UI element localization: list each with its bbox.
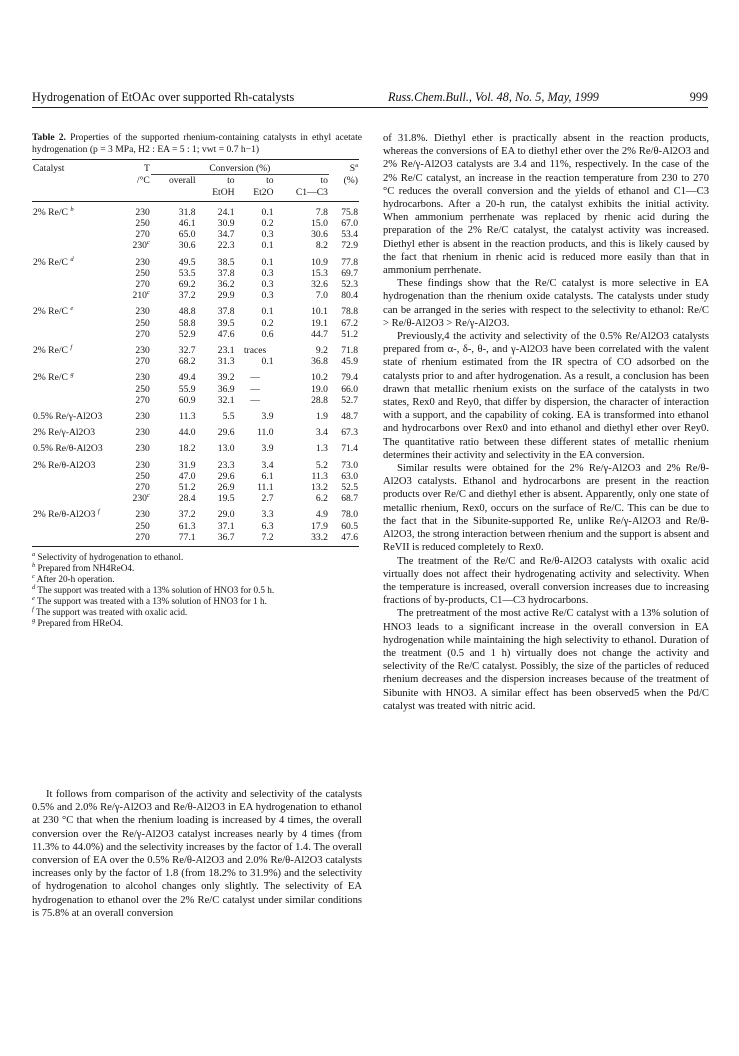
- table-cell: 11.1: [257, 482, 274, 494]
- catalyst-cell: [32, 532, 120, 547]
- catalyst-cell: 2% Re/γ-Al2O3: [33, 427, 96, 439]
- table-cell: 61.3: [178, 520, 196, 532]
- table-cell: 230: [135, 345, 150, 357]
- table-cell: 0.1: [261, 206, 274, 218]
- left-column: [32, 132, 362, 629]
- table-row: [32, 240, 359, 251]
- table-cell: 36.8: [311, 356, 328, 368]
- table-cell: 58.8: [178, 317, 196, 329]
- col-etoh: EtOH: [197, 187, 236, 202]
- table-cell: 19.1: [311, 317, 328, 329]
- table-cell: 230: [135, 443, 150, 455]
- table-cell: 6.1: [261, 470, 274, 482]
- catalyst-cell: [32, 493, 120, 504]
- table-cell: 1.3: [315, 443, 328, 455]
- table-cell: 3.4: [315, 427, 328, 439]
- table-cell: 270: [135, 482, 150, 494]
- table-cell: 30.9: [217, 218, 235, 229]
- table-cell: 0.6: [261, 328, 274, 340]
- running-title: Hydrogenation of EtOAc over supported Rh-catalysts: [32, 90, 295, 104]
- table-cell: 28.4: [178, 493, 196, 505]
- table-cell: 67.2: [341, 317, 358, 329]
- table-cell: 77.1: [151, 532, 197, 547]
- table-cell: 46.1: [178, 218, 196, 229]
- table-cell: 44.7: [311, 328, 328, 340]
- footnote: $^f$ The support was treated with oxalic acid.: [32, 606, 188, 618]
- catalyst-cell: [32, 318, 120, 329]
- table-cell: 230: [135, 509, 150, 521]
- table-cell: 37.8: [217, 306, 235, 318]
- table-cell: 230: [135, 459, 150, 471]
- table-cell: 66.0: [341, 383, 358, 395]
- table-row: [32, 422, 359, 438]
- table-row: [32, 201, 359, 218]
- table-cell: 32.7: [178, 345, 196, 357]
- paragraph: It follows from comparison of the activity and selectivity of the catalysts 0.5% and 2.0% Re/γ-Al2O3 and Re/θ-Al2O3 in EA hydrogenation to ethanol at 230 °C that when the rhenium loading is increased by 4 times, the overall conversion over the Re/γ-Al2O3 catalyst increases nearly by 4 times (from 11.3% to 44.0%) and the selectivity increases by the factor of 1.4. The overall conversion of EA over the 0.5% Re/θ-Al2O3 and 2.0% Re/θ-Al2O3 catalysts increases only by the factor of 1.8 (from 18.2% to 31.9%) and the selectivity of hydrogenation to alcohol changes only slightly. The selectivity of EA hydrogenation to ethanol over the 2% Re/C catalyst under similar conditions is 75.8% at an overall conversion: [32, 789, 362, 919]
- left-column-text: [32, 788, 362, 920]
- table-cell: 10.2: [311, 372, 328, 384]
- table-cell: 230: [135, 411, 150, 423]
- catalyst-cell: [32, 521, 120, 532]
- table-row: [32, 395, 359, 406]
- col-s: $S^a$: [329, 160, 359, 175]
- paragraph: The treatment of the Re/C and Re/θ-Al2O3 catalysts with oxalic acid virtually does not affect their hydrogenating activity and selectivity. When the temperature is increased, overall conversion increases due to increasing fractions of by-products, C1—C3 hydrocarbons.: [383, 555, 709, 607]
- table-cell: traces: [243, 345, 267, 357]
- table-cell: 2.7: [261, 493, 274, 505]
- col-catalyst: Catalyst: [32, 160, 120, 175]
- table-cell: 250: [135, 470, 150, 482]
- catalyst-cell: 2% Re/C $^f$: [33, 343, 73, 357]
- table-row: [32, 229, 359, 240]
- table-cell: 250: [135, 267, 150, 279]
- table-row: [32, 532, 359, 547]
- table-row: [32, 504, 359, 520]
- table-cell: 18.2: [178, 443, 196, 455]
- table-row: [32, 340, 359, 356]
- table-cell: 32.1: [217, 394, 235, 406]
- table-cell: 230$^c$: [132, 492, 150, 505]
- table-cell: 37.8: [217, 267, 235, 279]
- catalyst-cell: [32, 329, 120, 340]
- table-cell: 19.0: [311, 383, 328, 395]
- table-cell: 11.3: [311, 470, 328, 482]
- table-cell: 5.2: [315, 459, 328, 471]
- table-cell: 48.8: [178, 306, 196, 318]
- table-cell: 71.4: [341, 443, 358, 455]
- table-cell: 3.9: [261, 411, 274, 423]
- table-cell: 51.2: [341, 328, 358, 340]
- table-cell: 13.2: [311, 482, 328, 494]
- table-cell: 230$^c$: [132, 239, 150, 252]
- col-et2o: Et2O: [236, 187, 275, 202]
- table-cell: 38.5: [217, 256, 235, 268]
- table-cell: 55.9: [178, 383, 196, 395]
- catalyst-cell: [32, 240, 120, 251]
- col-to-1: to: [227, 175, 235, 187]
- table-cell: 80.4: [341, 290, 358, 302]
- table-cell: 230: [135, 427, 150, 439]
- table-cell: 7.8: [315, 206, 328, 218]
- table-cell: 270: [135, 394, 150, 406]
- catalyst-cell: [32, 471, 120, 482]
- table-cell: 37.2: [178, 290, 196, 302]
- table-cell: 47.0: [178, 470, 196, 482]
- table-cell: 67.3: [341, 427, 358, 439]
- footnote: $^d$ The support was treated with a 13% solution of HNO3 for 0.5 h.: [32, 584, 275, 596]
- table-cell: 36.7: [197, 532, 236, 547]
- table-cell: 47.6: [217, 328, 235, 340]
- table-cell: 33.2: [275, 532, 329, 547]
- table-row: [32, 493, 359, 504]
- table-row: [32, 218, 359, 229]
- catalyst-cell: 2% Re/C $^d$: [33, 255, 74, 268]
- table-caption-text: Properties of the supported rhenium-containing catalysts in ethyl acetate hydrogenation (p = 3 MPa, H2 : EA = 5 : 1; vwt = 0.7 h−1): [32, 132, 362, 155]
- table-cell: 15.3: [311, 267, 328, 279]
- table-cell: 52.3: [341, 279, 358, 291]
- table-cell: —: [250, 372, 260, 384]
- table-cell: 0.3: [261, 267, 274, 279]
- table-caption: [32, 132, 362, 155]
- table-cell: 0.1: [261, 306, 274, 318]
- table-cell: 37.2: [178, 509, 196, 521]
- table-cell: 78.8: [341, 306, 358, 318]
- table-cell: 79.4: [341, 372, 358, 384]
- catalyst-cell: [32, 482, 120, 493]
- table-row: [32, 406, 359, 422]
- col-t-unit: /°C: [136, 174, 150, 186]
- col-c1c3: C1—C3: [275, 187, 329, 202]
- table-cell: 36.2: [217, 279, 235, 291]
- table-cell: 29.6: [217, 470, 235, 482]
- table-cell: 250: [135, 520, 150, 532]
- table-row: [32, 482, 359, 493]
- table-cell: 270: [135, 279, 150, 291]
- paragraph: These findings show that the Re/C catalyst is more selective in EA hydrogenation than the rhenium oxide catalysts. The catalysts under study can be arranged in the series with respect to the selectivity to ethanol: Re/C > Re/θ-Al2O3 > Re/γ-Al2O3.: [383, 278, 709, 329]
- table-row: [32, 384, 359, 395]
- paragraph: Previously,4 the activity and selectivity of the 0.5% Re/Al2O3 catalysts prepared from α-, δ-, θ-, and γ-Al2O3 have been correlated with the valent state of rhenium estimated from the IR spectra of CO adsorbed on the catalysts prior to and after hydrogenation. As a result, a conclusion has been drawn that metallic rhenium exists on the surface of the catalysts in two states, Rex0 and Rey0, that differ by dispersion, the character of interaction with a support, and the capability of coking. EA is transformed into ethanol and hydrocarbons over Rex0 and into ethanol and diethyl ether over Rey0. The quantitative ratio between these different states of metallic rhenium determines their activity and selectivity in the EA conversion.: [383, 331, 709, 461]
- table-cell: 65.0: [178, 229, 196, 241]
- catalyst-cell: [32, 279, 120, 290]
- table-cell: 23.3: [217, 459, 235, 471]
- table-cell: 17.9: [311, 520, 328, 532]
- table-cell: 37.1: [217, 520, 235, 532]
- table-cell: 3.4: [261, 459, 274, 471]
- table-cell: 24.1: [217, 206, 235, 218]
- table-cell: 3.9: [261, 443, 274, 455]
- table-cell: 30.6: [311, 229, 328, 241]
- table-cell: 78.0: [341, 509, 358, 521]
- paragraph: Similar results were obtained for the 2% Re/γ-Al2O3 and 2% Re/θ-Al2O3 catalysts. Ethanol and hydrocarbons are present in the reaction products over Re/C and diethyl ether is absent. Apparently, only one state of metallic rhenium, Rex0, occurs on the surface of Re/C. This can be due to the fact that in the Sibunite-supported Re, unlike Re/γ-Al2O3 and Re/θ-Al2O3, the strong interaction between rhenium and the support is absent and ReVII is reduced completely to Rex0.: [383, 463, 709, 554]
- footnote: $^a$ Selectivity of hydrogenation to ethanol.: [32, 551, 184, 563]
- catalyst-cell: [32, 384, 120, 395]
- table-cell: 29.6: [217, 427, 235, 439]
- table-cell: 30.6: [178, 240, 196, 252]
- table-cell: 0.1: [261, 356, 274, 368]
- table-row: [32, 521, 359, 532]
- catalyst-cell: 2% Re/C $^b$: [33, 205, 74, 218]
- table-label: Table 2.: [32, 132, 66, 143]
- table-cell: 52.9: [178, 328, 196, 340]
- table-row: [32, 268, 359, 279]
- table-cell: 10.9: [311, 256, 328, 268]
- table-cell: 270: [135, 356, 150, 368]
- table-cell: 44.0: [178, 427, 196, 439]
- table-cell: 9.2: [315, 345, 328, 357]
- table-cell: 270: [135, 328, 150, 340]
- table-cell: 45.9: [341, 356, 358, 368]
- table-cell: 26.9: [217, 482, 235, 494]
- table-cell: 7.0: [315, 290, 328, 302]
- catalyst-cell: 2% Re/θ-Al2O3: [33, 459, 96, 471]
- table-cell: 39.5: [217, 317, 235, 329]
- table-cell: 250: [135, 383, 150, 395]
- table-cell: 1.9: [315, 411, 328, 423]
- col-overall: overall: [168, 175, 196, 187]
- table-cell: 32.6: [311, 279, 328, 291]
- table-cell: 39.2: [217, 372, 235, 384]
- table-cell: 75.8: [341, 206, 358, 218]
- journal-citation: Russ.Chem.Bull., Vol. 48, No. 5, May, 1999: [388, 90, 599, 104]
- table-cell: 230: [135, 206, 150, 218]
- table-cell: 71.8: [341, 345, 358, 357]
- table-footnotes: [32, 552, 362, 629]
- table-cell: 77.8: [341, 256, 358, 268]
- table-cell: 0.1: [261, 240, 274, 252]
- table-row: [32, 318, 359, 329]
- table-cell: 3.3: [261, 509, 274, 521]
- catalyst-cell: 0.5% Re/θ-Al2O3: [33, 443, 103, 455]
- table-cell: 0.1: [261, 256, 274, 268]
- table-2: [32, 159, 359, 547]
- table-row: [32, 252, 359, 268]
- table-cell: 270: [135, 229, 150, 241]
- table-cell: 230: [135, 256, 150, 268]
- table-cell: 6.2: [315, 493, 328, 505]
- table-cell: 15.0: [311, 218, 328, 229]
- table-cell: 250: [135, 218, 150, 229]
- table-cell: 52.7: [341, 394, 358, 406]
- right-column-text: [383, 132, 709, 713]
- table-cell: 67.0: [341, 218, 358, 229]
- table-cell: 0.3: [261, 290, 274, 302]
- table-cell: 230: [135, 372, 150, 384]
- table-cell: 47.6: [329, 532, 359, 547]
- col-s-unit: (%): [343, 174, 358, 186]
- col-t: T: [120, 160, 151, 175]
- table-row: [32, 438, 359, 454]
- table-cell: 270: [120, 532, 151, 547]
- table-cell: 0.3: [261, 229, 274, 241]
- paragraph: of 31.8%. Diethyl ether is practically absent in the reaction products, whereas the conversions of EA to diethyl ether over the 2% Re/θ-Al2O3 and 2% Re/γ-Al2O3 catalysts are 3.4 and 11%, respectively. In the case of the 2% Re/C catalyst, an increase in the reaction temperature from 230 to 270 °C reduces the overall conversion and the yields of ethanol and C1—C3 hydrocarbons. After a 20-h run, the catalyst exhibits the initial activity. When ammonium perrhenate was replaced by rhenic acid during the preparation of the 2% Re/C catalyst, the catalyst activity was increased. Diethyl ether is absent in the reaction products, and this is likely caused by the fact that rhenium in rhenic acid is reduced more easily than that in ammonium perrhenate.: [383, 133, 709, 277]
- table-cell: 69.7: [341, 267, 358, 279]
- table-row: [32, 329, 359, 340]
- table-cell: 13.0: [217, 443, 235, 455]
- table-cell: —: [250, 383, 260, 395]
- catalyst-cell: 2% Re/C $^g$: [33, 371, 74, 384]
- catalyst-cell: [32, 218, 120, 229]
- col-conversion: Conversion (%): [151, 160, 329, 175]
- table-cell: 7.2: [236, 532, 275, 547]
- table-cell: 8.2: [315, 240, 328, 252]
- table-cell: 31.3: [217, 356, 235, 368]
- table-cell: 51.2: [178, 482, 196, 494]
- table-cell: 31.8: [178, 206, 196, 218]
- table-row: [32, 455, 359, 471]
- table-cell: 68.2: [178, 356, 196, 368]
- table-cell: 28.8: [311, 394, 328, 406]
- table-row: [32, 471, 359, 482]
- table-cell: 36.9: [217, 383, 235, 395]
- table-cell: 10.1: [311, 306, 328, 318]
- table-row: [32, 367, 359, 383]
- running-header: [32, 90, 708, 108]
- table-cell: 11.0: [257, 427, 274, 439]
- table-cell: 0.3: [261, 279, 274, 291]
- catalyst-cell: [32, 356, 120, 367]
- table-cell: 49.4: [178, 372, 196, 384]
- table-row: [32, 279, 359, 290]
- footnote: $^b$ Prepared from NH4ReO4.: [32, 562, 135, 574]
- table-cell: 34.7: [217, 229, 235, 241]
- table-cell: 68.7: [341, 493, 358, 505]
- table-cell: 73.0: [341, 459, 358, 471]
- table-row: [32, 356, 359, 367]
- table-cell: 23.1: [217, 345, 235, 357]
- paragraph: The pretreatment of the most active Re/C catalyst with a 13% solution of HNO3 leads to a significant increase in the overall conversion in EA hydrogenation while maintaining the high selectivity to ethanol. Duration of the treatment (0.5 and 1 h) virtually does not change the activity and selectivity of the Re/C catalyst. Possibly, the size of the particles of reduced rhenium decreases and the dispersion increases because of the treatment of Sibunite with HNO3. A similar effect has been observed5 when the Pd/C catalyst was treated with nitric acid.: [383, 608, 709, 712]
- page-number: 999: [689, 90, 708, 104]
- table-cell: —: [250, 394, 260, 406]
- table-cell: 53.4: [341, 229, 358, 241]
- table-cell: 29.0: [217, 509, 235, 521]
- table-row: [32, 290, 359, 301]
- table-cell: 11.3: [179, 411, 196, 423]
- footnote: $^e$ The support was treated with a 13% solution of HNO3 for 1 h.: [32, 595, 267, 607]
- table-cell: 63.0: [341, 470, 358, 482]
- catalyst-cell: [32, 268, 120, 279]
- table-cell: 48.7: [341, 411, 358, 423]
- table-cell: 210$^c$: [132, 289, 150, 302]
- table-cell: 4.9: [315, 509, 328, 521]
- catalyst-cell: [32, 229, 120, 240]
- table-cell: 49.5: [178, 256, 196, 268]
- table-cell: 60.9: [178, 394, 196, 406]
- table-cell: 19.5: [217, 493, 235, 505]
- col-to-2: to: [266, 175, 274, 187]
- table-cell: 31.9: [178, 459, 196, 471]
- table-cell: 250: [135, 317, 150, 329]
- table-cell: 72.9: [341, 240, 358, 252]
- col-to-3: to: [320, 175, 328, 187]
- table-cell: 69.2: [178, 279, 196, 291]
- table-cell: 52.5: [341, 482, 358, 494]
- catalyst-cell: 2% Re/C $^e$: [33, 305, 74, 318]
- footnote: $^c$ After 20-h operation.: [32, 573, 115, 585]
- table-cell: 230: [135, 306, 150, 318]
- table-cell: 29.9: [217, 290, 235, 302]
- catalyst-cell: 2% Re/θ-Al2O3 $^f$: [33, 508, 100, 521]
- catalyst-cell: [32, 290, 120, 301]
- table-cell: 5.5: [222, 411, 235, 423]
- table-cell: 60.5: [341, 520, 358, 532]
- table-row: [32, 301, 359, 317]
- table-cell: 22.3: [217, 240, 235, 252]
- table-cell: 53.5: [178, 267, 196, 279]
- table-cell: 0.2: [261, 218, 274, 229]
- table-cell: 0.2: [261, 317, 274, 329]
- table-cell: 6.3: [261, 520, 274, 532]
- catalyst-cell: 0.5% Re/γ-Al2O3: [33, 411, 103, 423]
- footnote: $^g$ Prepared from HReO4.: [32, 617, 124, 629]
- catalyst-cell: [32, 395, 120, 406]
